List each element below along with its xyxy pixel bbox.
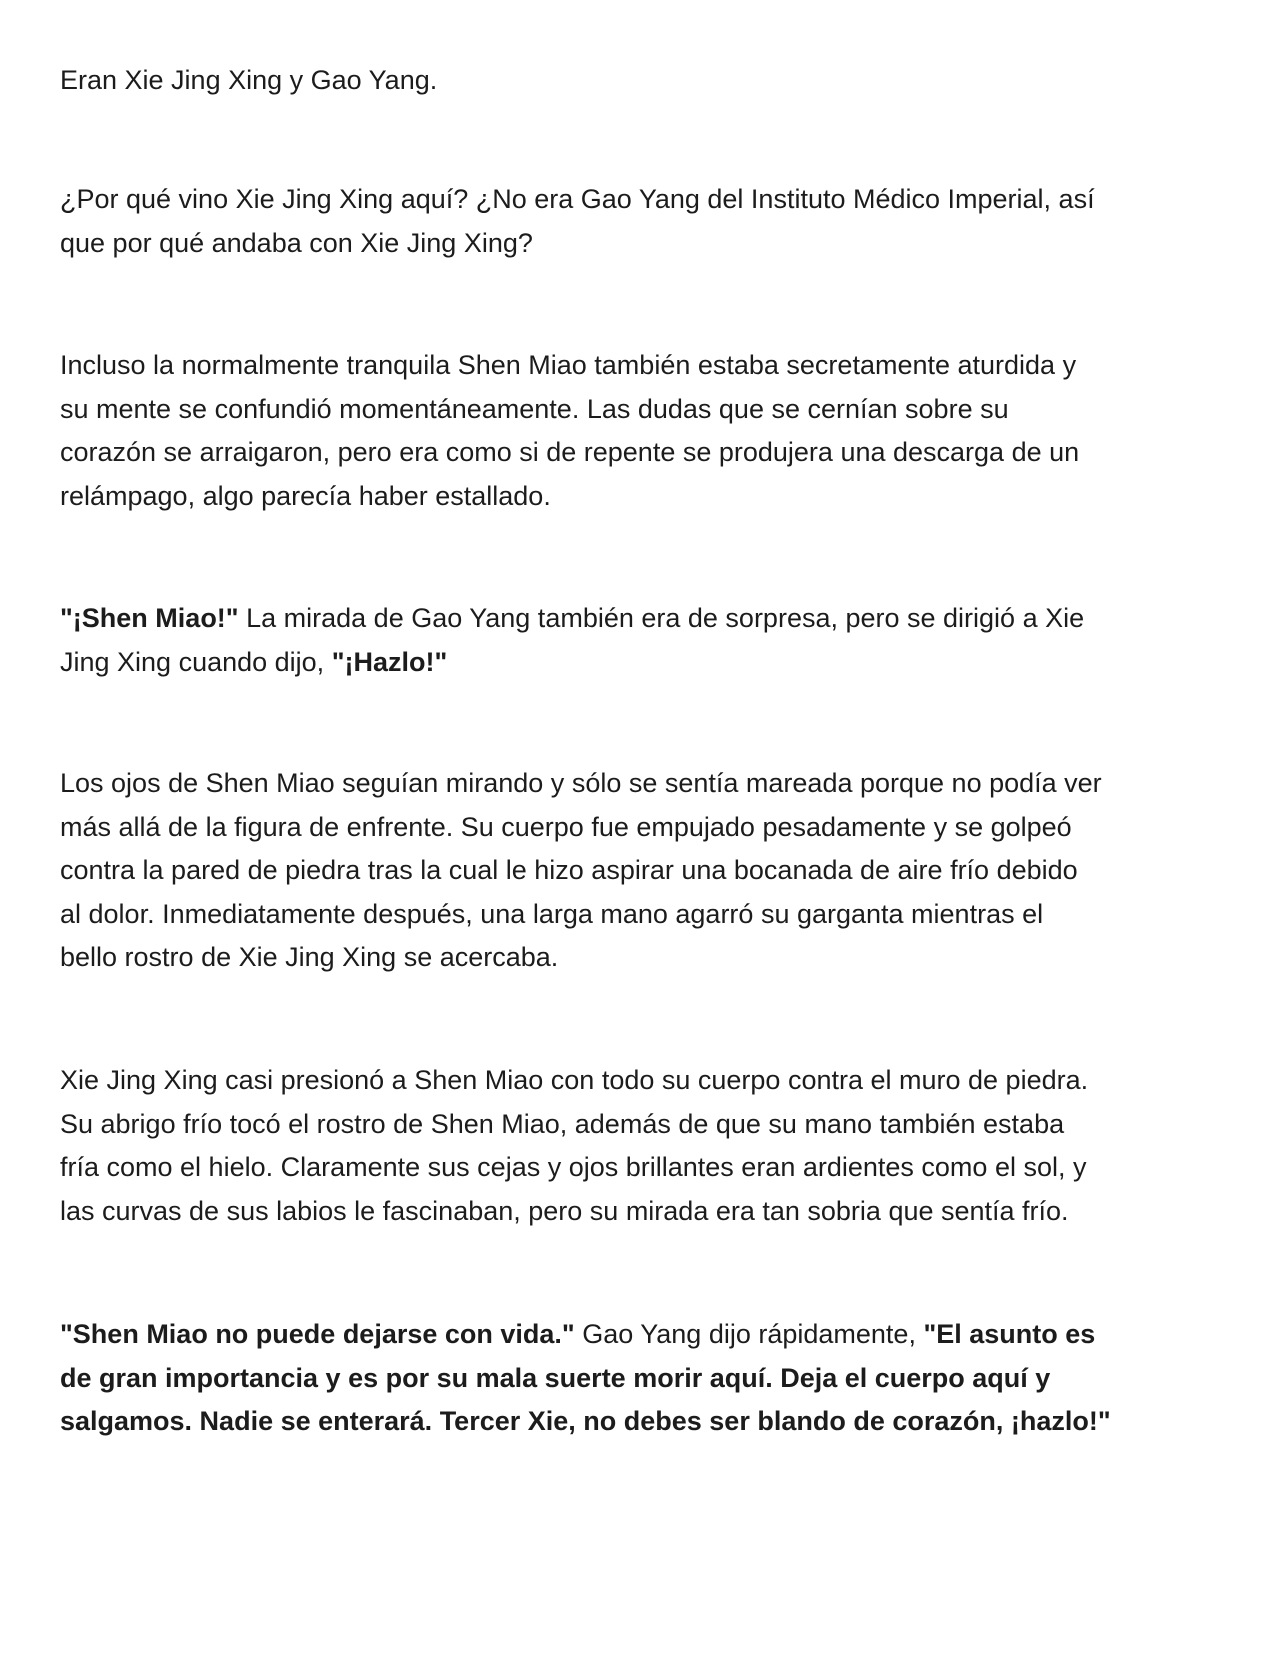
text-run: ¿Por qué vino Xie Jing Xing aquí? ¿No era Gao Yang del Instituto Médico Imperial, así	[60, 184, 1095, 214]
paragraph-line	[60, 936, 1230, 980]
text-run: La mirada de Gao Yang también era de sorpresa, pero se dirigió a Xie	[238, 603, 1085, 633]
paragraph-line	[60, 641, 1230, 685]
paragraph-line	[60, 597, 1230, 641]
bold-text-run: "El asunto es	[923, 1319, 1096, 1349]
text-run: Los ojos de Shen Miao seguían mirando y sólo se sentía mareada porque no podía ver	[60, 768, 1102, 798]
paragraph-line	[60, 849, 1230, 893]
text-run: Jing Xing cuando dijo,	[60, 646, 332, 677]
text-run: contra la pared de piedra tras la cual le hizo aspirar una bocanada de aire frío debido	[60, 855, 1078, 885]
text-run: que por qué andaba con Xie Jing Xing?	[60, 227, 533, 258]
text-run: Xie Jing Xing casi presionó a Shen Miao con todo su cuerpo contra el muro de piedra.	[60, 1065, 1089, 1095]
paragraph-line	[60, 431, 1230, 475]
paragraph-line	[60, 178, 1230, 222]
paragraph-line	[60, 1146, 1230, 1190]
paragraph-line	[60, 344, 1230, 388]
paragraph-line	[60, 388, 1230, 432]
paragraph-line	[60, 1059, 1230, 1103]
paragraph-4	[60, 597, 1230, 684]
text-run: bello rostro de Xie Jing Xing se acercaba.	[60, 942, 559, 972]
text-run: al dolor. Inmediatamente después, una larga mano agarró su garganta mientras el	[60, 898, 1044, 929]
paragraph-6	[60, 1059, 1230, 1233]
paragraph-line	[60, 1400, 1230, 1444]
bold-text-run: "Shen Miao no puede dejarse con vida."	[60, 1319, 575, 1349]
paragraph-line	[60, 59, 1230, 103]
paragraph-line	[60, 1357, 1230, 1401]
paragraph-line	[60, 762, 1230, 806]
paragraph-3	[60, 344, 1230, 518]
paragraph-line	[60, 1313, 1230, 1357]
bold-text-run: de gran importancia y es por su mala suerte morir aquí. Deja el cuerpo aquí y	[60, 1362, 1051, 1393]
paragraph-line	[60, 893, 1230, 937]
paragraph-line	[60, 1103, 1230, 1147]
paragraph-5	[60, 762, 1230, 980]
text-run: las curvas de sus labios le fascinaban, pero su mirada era tan sobria que sentía frío.	[60, 1195, 1069, 1226]
paragraph-2	[60, 178, 1230, 265]
text-run: Gao Yang dijo rápidamente,	[574, 1319, 924, 1349]
paragraph-1	[60, 59, 1230, 103]
paragraph-7	[60, 1313, 1230, 1444]
bold-text-run: "¡Hazlo!"	[331, 646, 448, 677]
text-run: más allá de la figura de enfrente. Su cuerpo fue empujado pesadamente y se golpeó	[60, 811, 1072, 842]
paragraph-line	[60, 475, 1230, 519]
text-run: fría como el hielo. Claramente sus cejas y ojos brillantes eran ardientes como el sol, y	[60, 1152, 1087, 1182]
text-run: su mente se confundió momentáneamente. Las dudas que se cernían sobre su	[60, 393, 1009, 424]
paragraph-line	[60, 1190, 1230, 1234]
paragraph-line	[60, 806, 1230, 850]
text-run: relámpago, algo parecía haber estallado.	[60, 480, 551, 511]
paragraph-line	[60, 222, 1230, 266]
text-run: corazón se arraigaron, pero era como si de repente se produjera una descarga de un	[60, 437, 1080, 467]
text-run: Su abrigo frío tocó el rostro de Shen Miao, además de que su mano también estaba	[60, 1108, 1065, 1139]
bold-text-run: salgamos. Nadie se enterará. Tercer Xie, no debes ser blando de corazón, ¡hazlo!"	[60, 1406, 1111, 1436]
bold-text-run: "¡Shen Miao!"	[60, 603, 239, 633]
text-run: Incluso la normalmente tranquila Shen Miao también estaba secretamente aturdida y	[60, 350, 1077, 380]
text-run: Eran Xie Jing Xing y Gao Yang.	[60, 65, 438, 95]
